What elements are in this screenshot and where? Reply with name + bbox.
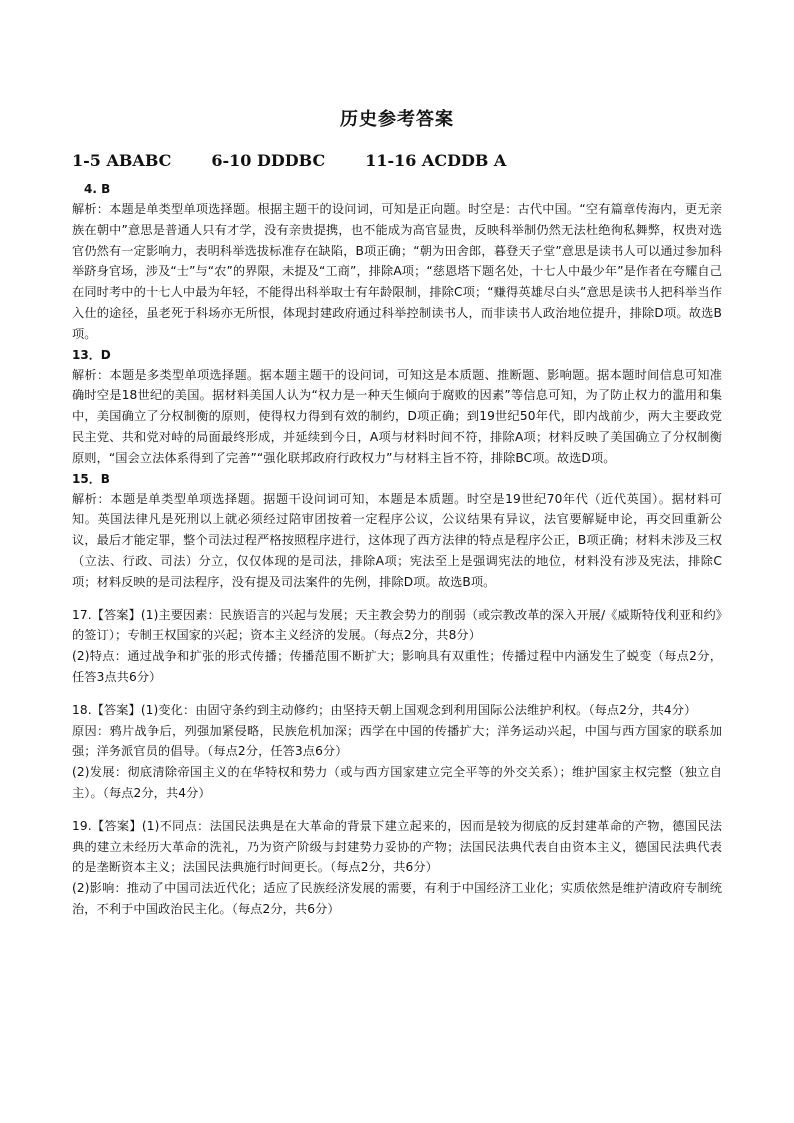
answers-11-16: 11-16 ACDDB A (365, 151, 507, 170)
answers-1-5: 1-5 ABABC (72, 151, 172, 170)
question-4-explanation: 解析：本题是单类型单项选择题。根据主题干的设问词，可知是正向题。时空是：古代中国。“空有篇章传海内，更无亲族在朝中”意思是普通人只有才学，没有亲贵提携，也不能成为高官显贵，反映科举制仍然无法杜绝徇私舞弊，权贵对选官仍然有一定影响力，表明科举选拔标准存在缺陷，B项正确；“朝为田舍郎，暮登天子堂”意思是读书人可以通过参加科举跻身官场，涉及“士”与“农”的界限，未提及“工商”，排除A项；“慈恩塔下题名处，十七人中最少年”是作者在夸耀自己在同时考中的十七人中最为年轻，不能得出科举取士有年龄限制，排除C项；“赚得英雄尽白头”意思是读书人把科举当作入仕的途径，虽老死于科场亦无所恨，体现封建政府通过科举控制读书人，而非读书人政治地位提升，排除D项。故选B项。 (72, 202, 722, 341)
question-15-explanation: 解析：本题是单类型单项选择题。据题干设问词可知，本题是本质题。时空是19世纪70年代（近代英国）。据材料可知。英国法律凡是死刑以上就必须经过陪审团按着一定程序公议，公议结果有异议，法官要解疑申论，再交回重新公议，最后才能定罪，整个司法过程严格按照程序进行，这体现了西方法律的特点是程序公正，B项正确；材料未涉及三权（立法、行政、司法）分立，仅仅体现的是司法，排除A项；宪法至上是强调宪法的地位，材料没有涉及宪法，排除C项；材料反映的是司法程序，没有提及司法案件的先例，排除D项。故选B项。 (72, 491, 722, 589)
question-15-number: 15．B (72, 471, 110, 486)
page-title: 历史参考答案 (340, 109, 454, 130)
question-17-part-2: (2)特点：通过战争和扩张的形式传播；传播范围不断扩大；影响具有双重性；传播过程中内涵发生了蜕变（每点2分，任答3点共6分） (72, 649, 722, 684)
question-4-number: 4. B (84, 182, 111, 196)
question-13-explanation: 解析：本题是多类型单项选择题。据本题主题干的设问词，可知这是本质题、推断题、影响题。据本题时间信息可知准确时空是18世纪的美国。据材料美国人认为“权力是一种天生倾向于腐败的因素”等信息可知，为了防止权力的滥用和集中，美国确立了分权制衡的原则，使得权力得到有效的制约，D项正确；到19世纪50年代，即内战前少，两大主要政党民主党、共和党对峙的局面最终形成，并延续到今日，A项与材料时间不符，排除A项；材料反映了美国确立了分权制衡原则，“国会立法体系得到了完善”“强化联邦政府行政权力”与材料主旨不符，排除BC项。故选D项。 (72, 367, 722, 465)
multiple-choice-answers (72, 151, 722, 170)
question-19-part-2: (2)影响：推动了中国司法近代化；适应了民族经济发展的需要，有利于中国经济工业化；实质依然是维护清政府专制统治，不利于中国政治民主化。（每点2分，共6分） (72, 881, 722, 916)
question-19-part-1: 19.【答案】(1)不同点：法国民法典是在大革命的背景下建立起来的，因而是较为彻底的反封建革命的产物，德国民法典的建立未经历大革命的洗礼，乃为资产阶级与封建势力妥协的产物；法国民法典代表自由资本主义，德国民法典代表的是垄断资本主义；法国民法典施行时间更长。（每点2分，共6分） (72, 818, 722, 875)
question-13-number: 13．D (72, 347, 111, 362)
question-18-reasons: 原因：鸦片战争后，列强加紧侵略，民族危机加深；西学在中国的传播扩大；洋务运动兴起，中国与西方国家的联系加强；洋务派官员的倡导。（每点2分，任答3点6分） (72, 723, 722, 759)
answers-6-10: 6-10 DDDBC (211, 151, 326, 170)
question-17-part-1: 17.【答案】(1)主要因素：民族语言的兴起与发展；天主教会势力的削弱（或宗教改革的深入开展/《威斯特伐利亚和约》的签订）；专制王权国家的兴起；资本主义经济的发展。（每点2分，共8分） (72, 607, 722, 643)
question-18-part-1: 18.【答案】(1)变化：由固守条约到主动修约；由坚持天朝上国观念到利用国际公法维护利权。（每点2分，共4分） (72, 702, 697, 717)
question-18-part-2: (2)发展：彻底清除帝国主义的在华特权和势力（或与西方国家建立完全平等的外交关系）；维护国家主权完整（独立自主）。（每点2分，共4分） (72, 765, 722, 800)
